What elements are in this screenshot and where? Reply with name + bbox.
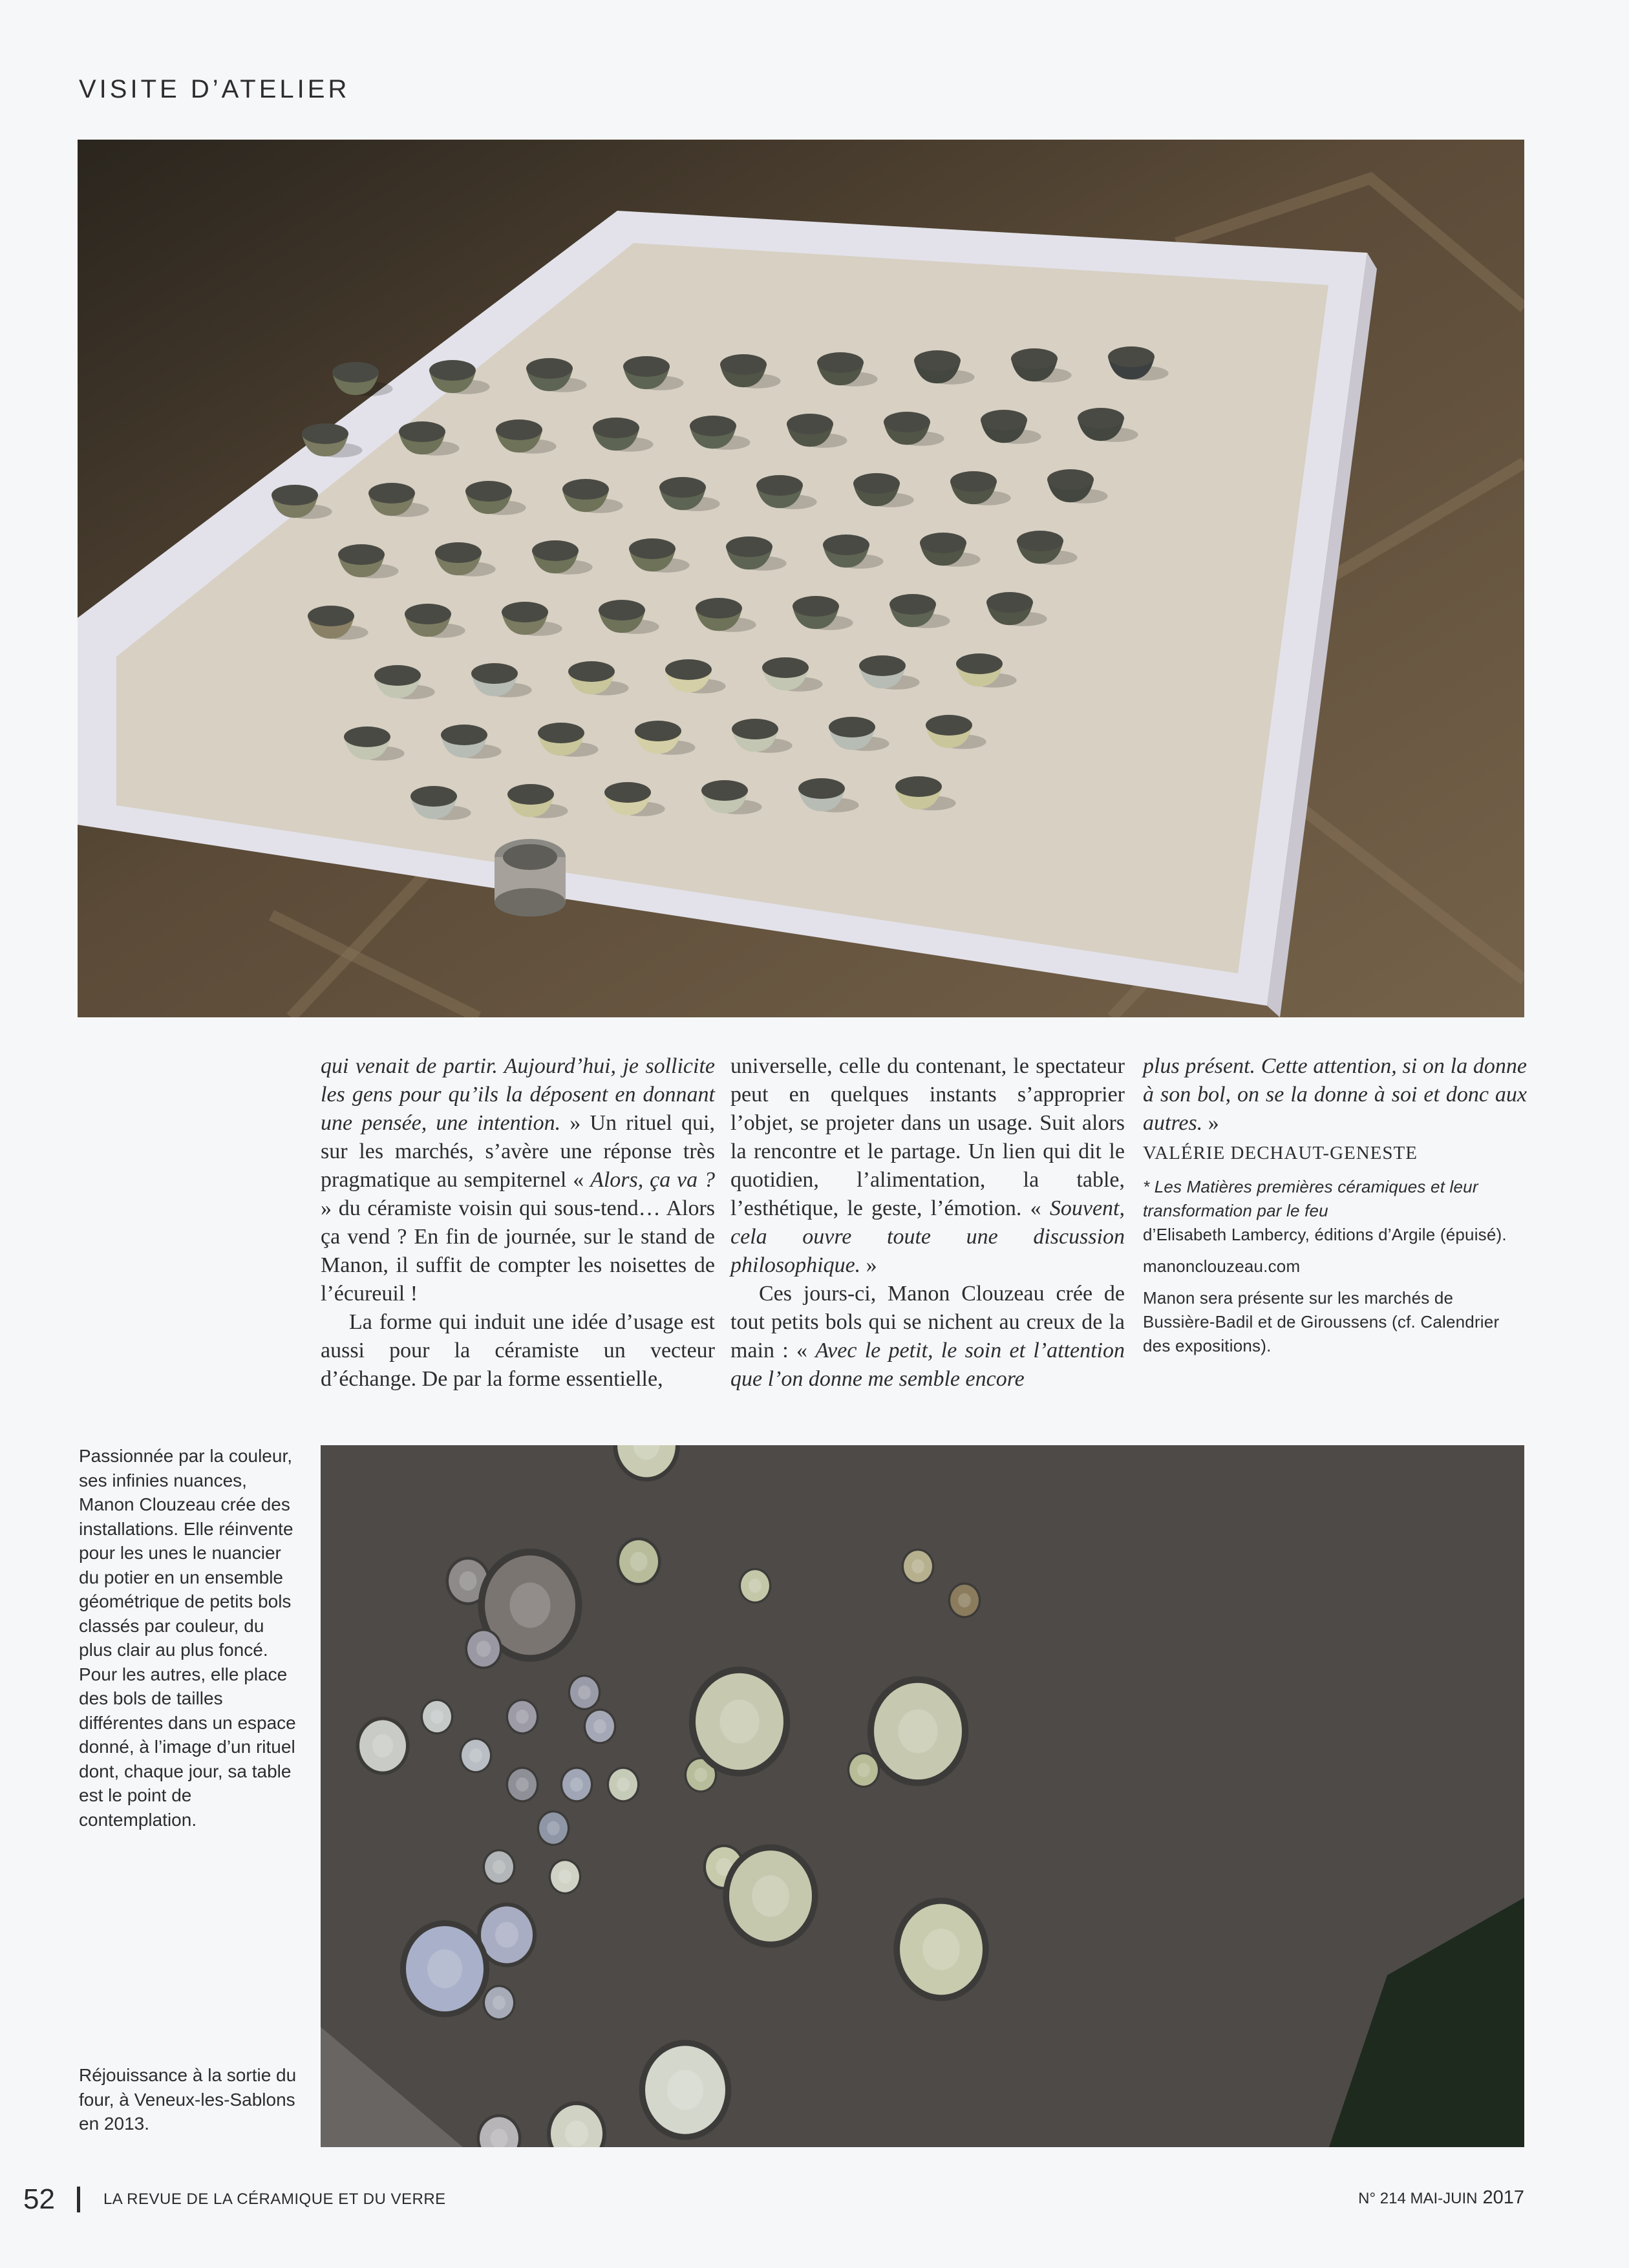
photo-top-illustration [78, 140, 1524, 1017]
stacked-bowls [495, 839, 566, 917]
footnote-title: * Les Matières premières céramiques et leur transformation par le feu [1143, 1177, 1478, 1220]
bowl [948, 1583, 981, 1618]
quote-text: plus présent. Cette attention, si on la donne à son bol, on se la donne à soi et donc aux autres. [1143, 1054, 1527, 1135]
body-text: Ces jours-ci, Manon Clouzeau crée de tout petits bols qui se nichent au creux de la main : « [730, 1282, 1125, 1362]
body-text: » Un rituel qui, sur les marchés, s’avère une réponse très pragmatique au sempiternel « [321, 1111, 715, 1192]
section-title: VISITE D’ATELIER [79, 75, 350, 103]
paragraph [730, 1280, 1125, 1394]
quote-text: Alors, ça va ? [590, 1168, 716, 1192]
photo-bowl-installation-board [78, 140, 1524, 1017]
quote-text: Avec le petit, le soin et l’attention que l’on donne me semble encore [730, 1339, 1125, 1391]
footer-left [23, 2183, 446, 2216]
bowl [537, 1810, 570, 1846]
paragraph: La forme qui induit une idée d’usage est aussi pour la céramiste un vecteur d’échange. De par la forme essentielle, [321, 1310, 715, 1391]
bowl [506, 1767, 539, 1803]
bowl [356, 1717, 410, 1775]
paragraph [1143, 1052, 1527, 1138]
paragraph [321, 1052, 715, 1308]
article-column-3 [1143, 1052, 1527, 1358]
issue-year: 2017 [1482, 2187, 1524, 2208]
article-column-1 [321, 1052, 715, 1394]
caption-kiln: Réjouissance à la sortie du four, à Veneux-les-Sablons en 2013. [79, 2065, 297, 2134]
bowl [483, 1849, 516, 1885]
body-text: » du céramiste voisin qui sous-tend… Alors ça vend ? En fin de journée, sur le stand de Manon, il suffit de compter les noisettes de l’écureuil ! [321, 1196, 715, 1306]
quote-text: Souvent, cela ouvre toute une discussion philosophique. [730, 1196, 1125, 1277]
body-text: » [1202, 1111, 1219, 1135]
bowl [506, 1699, 539, 1735]
magazine-title: LA REVUE DE LA CÉRAMIQUE ET DU VERRE [103, 2190, 446, 2208]
bowl [689, 1667, 790, 1777]
photo-bowls-on-ground [321, 1445, 1524, 2147]
bowl [460, 1738, 493, 1774]
bowl [902, 1549, 935, 1584]
bowl [483, 1985, 516, 2020]
footnote [1143, 1175, 1527, 1247]
footer-divider [77, 2187, 80, 2212]
quote-text: qui venait de partir. Aujourd’hui, je sollicite les gens pour qu’ils la déposent en donnant une pensée, une intention. [321, 1054, 715, 1135]
body-text: » [860, 1253, 877, 1277]
bowl [560, 1767, 593, 1803]
footnote-publisher: d’Elisabeth Lambercy, éditions d’Argile (épuisé). [1143, 1225, 1507, 1244]
bowl [421, 1699, 454, 1735]
bowl [549, 1859, 582, 1894]
bowl [847, 1752, 880, 1788]
website-link[interactable]: manonclouzeau.com [1143, 1256, 1301, 1276]
bowl [723, 1845, 818, 1948]
bowl [400, 1920, 489, 2017]
bowl [465, 1629, 502, 1669]
events-note: Manon sera présente sur les marchés de Bussière-Badil et de Giroussens (cf. Calendrier des expositions). [1143, 1288, 1500, 1355]
issue-number: N° 214 MAI-JUIN [1358, 2190, 1478, 2207]
page-number: 52 [23, 2183, 55, 2215]
bowl [607, 1767, 640, 1803]
bowl [584, 1709, 617, 1744]
body-text: universelle, celle du contenant, le spectateur peut en quelques instants s’approprier l’objet, se projeter dans un usage. Suit alors la rencontre et le partage. Un lien qui dit le quotidien, l’alimentation, la table, l’esthétique, le geste, l’émotion. « [730, 1054, 1125, 1220]
footer-right [1358, 2187, 1524, 2209]
photo-bottom-illustration [321, 1445, 1524, 2147]
bowl [893, 1898, 988, 2001]
paragraph [730, 1052, 1125, 1280]
bowl [568, 1675, 601, 1710]
bowl [739, 1568, 772, 1604]
bowl [639, 2040, 732, 2140]
bowl [868, 1677, 968, 1786]
bowl [617, 1538, 661, 1586]
article-column-2 [730, 1052, 1125, 1394]
author-signature: VALÉRIE DECHAUT-GENESTE [1143, 1143, 1418, 1163]
caption-installations: Passionnée par la couleur, ses infinies nuances, Manon Clouzeau crée des installations. Elle réinvente pour les unes le nuancier du potier en un ensemble géométrique de petits bols classés par couleur, du plus clair au plus foncé. Pour les autres, elle place des bols de tailles différentes dans un espace donné, à l’image d’un rituel dont, chaque jour, sa table est le point de contemplation. [79, 1446, 296, 1830]
